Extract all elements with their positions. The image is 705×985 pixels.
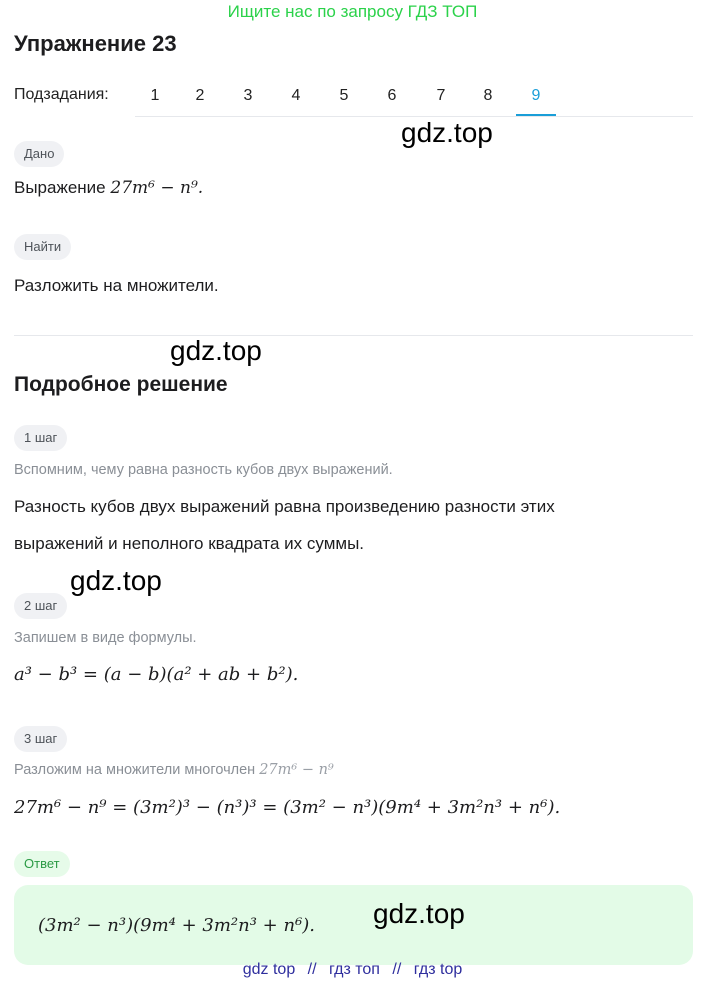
answer-expression: (3m² − n³)(9m⁴ + 3m²n³ + n⁶). bbox=[38, 915, 316, 936]
given-badge-label: Дано bbox=[14, 141, 64, 167]
step-2-badge-label: 2 шаг bbox=[14, 593, 67, 619]
tab-subtask-7[interactable]: 7 bbox=[436, 87, 446, 104]
step-1-badge bbox=[14, 425, 67, 451]
given-expression: 27m⁶ − n⁹. bbox=[110, 178, 204, 198]
watermark: gdz.top bbox=[170, 335, 262, 366]
given-badge bbox=[14, 141, 64, 167]
watermark: gdz.top bbox=[70, 565, 162, 596]
step-3-hint-text: Разложим на множители многочлен bbox=[14, 762, 256, 778]
divider bbox=[14, 335, 693, 336]
footer-separator: // bbox=[307, 961, 317, 978]
footer bbox=[0, 961, 705, 979]
footer-link-3[interactable]: гдз top bbox=[413, 961, 463, 978]
subtasks-tabs bbox=[135, 76, 693, 117]
answer-badge bbox=[14, 851, 70, 877]
step-2-hint: Запишем в виде формулы. bbox=[14, 630, 197, 646]
footer-link-1[interactable]: gdz top bbox=[242, 961, 296, 978]
step-1-badge-label: 1 шаг bbox=[14, 425, 67, 451]
tab-subtask-5[interactable]: 5 bbox=[339, 87, 349, 104]
watermark: gdz.top bbox=[373, 898, 465, 929]
page-title: Упражнение 23 bbox=[14, 31, 177, 56]
tab-subtask-1[interactable]: 1 bbox=[150, 87, 160, 104]
footer-link-2[interactable]: гдз топ bbox=[329, 961, 380, 978]
find-text: Разложить на множители. bbox=[14, 276, 219, 295]
step-1-hint: Вспомним, чему равна разность кубов двух выражений. bbox=[14, 462, 393, 478]
step-2-badge bbox=[14, 593, 67, 619]
solution-title: Подробное решение bbox=[14, 373, 228, 396]
given-line bbox=[14, 178, 203, 198]
tab-subtask-6[interactable]: 6 bbox=[387, 87, 397, 104]
tab-subtask-9[interactable]: 9 bbox=[516, 76, 556, 116]
answer-badge-label: Ответ bbox=[14, 851, 70, 877]
step-3-hint bbox=[14, 762, 334, 778]
step-1-line-1: Разность кубов двух выражений равна произведению разности этих bbox=[14, 497, 555, 516]
find-badge-label: Найти bbox=[14, 234, 71, 260]
tab-subtask-2[interactable]: 2 bbox=[195, 87, 205, 104]
tab-subtask-8[interactable]: 8 bbox=[483, 87, 493, 104]
tab-subtask-4[interactable]: 4 bbox=[291, 87, 301, 104]
top-banner: Ищите нас по запросу ГДЗ ТОП bbox=[227, 2, 478, 21]
step-1-line-2: выражений и неполного квадрата их суммы. bbox=[14, 534, 365, 553]
watermark: gdz.top bbox=[401, 117, 493, 148]
tab-subtask-3[interactable]: 3 bbox=[243, 87, 253, 104]
step-3-badge bbox=[14, 726, 67, 752]
footer-separator: // bbox=[392, 961, 402, 978]
step-3-hint-expression: 27m⁶ − n⁹ bbox=[259, 762, 334, 778]
subtasks-label: Подзадания: bbox=[14, 86, 109, 103]
find-badge bbox=[14, 234, 71, 260]
step-3-formula: 27m⁶ − n⁹ = (3m²)³ − (n³)³ = (3m² − n³)(9m⁴ + 3m²n³ + n⁶). bbox=[14, 797, 561, 818]
step-2-formula: a³ − b³ = (a − b)(a² + ab + b²). bbox=[14, 664, 299, 685]
given-text: Выражение bbox=[14, 178, 106, 197]
step-3-badge-label: 3 шаг bbox=[14, 726, 67, 752]
